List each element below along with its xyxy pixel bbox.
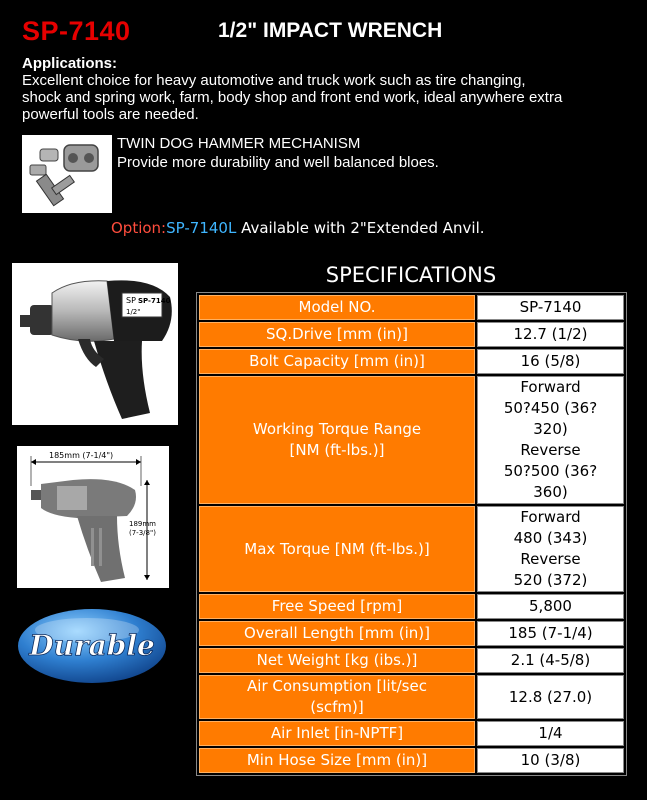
spec-value xyxy=(477,349,624,374)
spec-value-line: Forward xyxy=(520,508,581,526)
spec-row xyxy=(199,721,624,746)
spec-value xyxy=(477,748,624,773)
durable-badge xyxy=(17,608,167,684)
spec-value-line: SP-7140 xyxy=(519,298,582,316)
impact-wrench-photo xyxy=(12,263,178,425)
option-code: SP-7140L xyxy=(166,219,237,237)
durable-text: Durable xyxy=(29,629,155,662)
hammer-mechanism-image xyxy=(22,135,112,213)
applications-line: Excellent choice for heavy automotive and truck work such as tire changing, xyxy=(22,72,526,89)
spec-row xyxy=(199,295,624,320)
spec-value-line: 12.7 (1/2) xyxy=(513,325,588,343)
spec-value-line: 50?450 (36? xyxy=(503,399,598,417)
option-label: Option: xyxy=(111,219,167,237)
spec-value xyxy=(477,376,624,504)
specifications-table xyxy=(196,292,627,776)
mechanism-title: TWIN DOG HAMMER MECHANISM xyxy=(117,135,361,152)
spec-label: Net Weight [kg (ibs.)] xyxy=(199,648,475,673)
spec-value-line: Forward xyxy=(520,378,581,396)
option-text: Available with 2"Extended Anvil. xyxy=(236,219,485,237)
spec-value-line: 320) xyxy=(533,420,568,438)
spec-value xyxy=(477,621,624,646)
spec-value xyxy=(477,648,624,673)
spec-value-line: Reverse xyxy=(520,441,581,459)
applications-text xyxy=(22,72,622,123)
spec-value-line: 16 (5/8) xyxy=(520,352,581,370)
spec-row xyxy=(199,675,624,719)
spec-value-line: 360) xyxy=(533,483,568,501)
photo-size: 1/2" xyxy=(126,308,141,316)
spec-value-line: 185 (7-1/4) xyxy=(508,624,593,642)
product-title: 1/2" IMPACT WRENCH xyxy=(218,19,443,42)
spec-label: Free Speed [rpm] xyxy=(199,594,475,619)
dimension-drawing xyxy=(17,446,169,588)
spec-label: Max Torque [NM (ft-lbs.)] xyxy=(199,506,475,592)
spec-label: Working Torque Range [NM (ft-lbs.)] xyxy=(199,376,475,504)
spec-label: SQ.Drive [mm (in)] xyxy=(199,322,475,347)
spec-value-line: 10 (3/8) xyxy=(520,751,581,769)
drawing-height-in: (7-3/8") xyxy=(129,529,156,537)
specifications-title: SPECIFICATIONS xyxy=(325,263,497,287)
spec-row xyxy=(199,376,624,504)
spec-row xyxy=(199,349,624,374)
applications-line: powerful tools are needed. xyxy=(22,106,199,123)
spec-value xyxy=(477,675,624,719)
spec-row xyxy=(199,621,624,646)
spec-row xyxy=(199,648,624,673)
spec-value xyxy=(477,322,624,347)
spec-row xyxy=(199,506,624,592)
spec-value-line: 520 (372) xyxy=(513,571,588,589)
spec-value-line: 1/4 xyxy=(538,724,563,742)
spec-value-line: 2.1 (4-5/8) xyxy=(510,651,591,669)
spec-label: Overall Length [mm (in)] xyxy=(199,621,475,646)
spec-row xyxy=(199,322,624,347)
applications-heading: Applications: xyxy=(22,55,118,72)
mechanism-description: Provide more durability and well balanced bloes. xyxy=(117,154,439,171)
spec-value xyxy=(477,295,624,320)
spec-row xyxy=(199,594,624,619)
spec-value-line: 5,800 xyxy=(529,597,572,615)
spec-value-line: 480 (343) xyxy=(513,529,588,547)
spec-label: Model NO. xyxy=(199,295,475,320)
spec-label: Bolt Capacity [mm (in)] xyxy=(199,349,475,374)
spec-value-line: 12.8 (27.0) xyxy=(508,687,593,706)
drawing-height-mm: 189mm xyxy=(129,520,156,528)
drawing-length-label: 185mm (7-1/4") xyxy=(49,451,114,460)
spec-value-line: 50?500 (36? xyxy=(503,462,598,480)
applications-line: shock and spring work, farm, body shop and front end work, ideal anywhere extra xyxy=(22,89,563,106)
spec-value xyxy=(477,721,624,746)
spec-value xyxy=(477,506,624,592)
photo-model: SP-7140 xyxy=(138,297,171,305)
spec-label: Air Consumption [lit/sec (scfm)] xyxy=(199,675,475,719)
spec-label: Air Inlet [in-NPTF] xyxy=(199,721,475,746)
spec-label: Min Hose Size [mm (in)] xyxy=(199,748,475,773)
spec-row xyxy=(199,748,624,773)
spec-value-line: Reverse xyxy=(520,550,581,568)
photo-brand: SP xyxy=(126,296,136,305)
spec-value xyxy=(477,594,624,619)
option-line xyxy=(111,219,485,237)
model-number: SP-7140 xyxy=(22,16,131,46)
